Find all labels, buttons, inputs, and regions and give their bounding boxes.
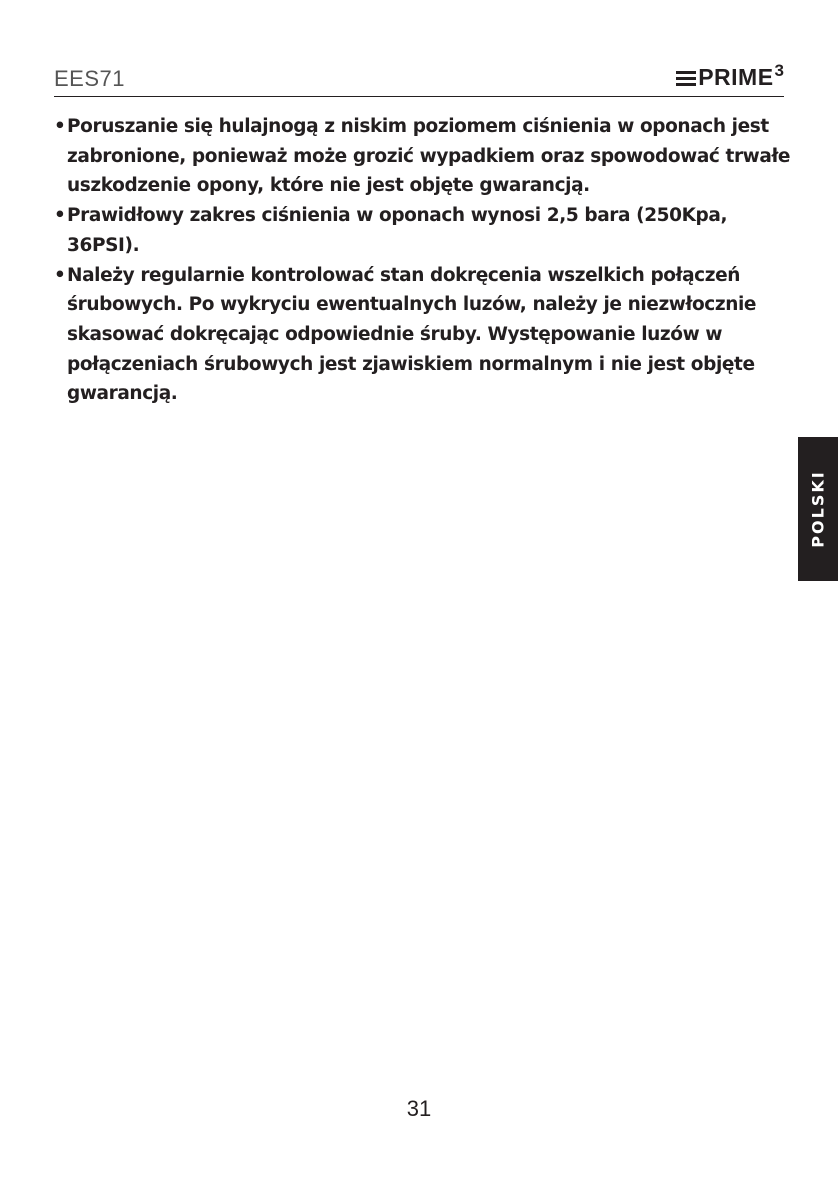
bullet-icon: • [54, 205, 66, 227]
language-tab [798, 437, 838, 581]
logo-text: PRIME [698, 64, 774, 90]
logo-superscript: 3 [774, 61, 784, 80]
list-item [54, 112, 794, 201]
list-item [54, 201, 794, 260]
bullet-text: Należy regularnie kontrolować stan dokręcenia wszelkich połączeń śrubowych. Po wykryciu ewentualnych luzów, należy je niezwłocznie skasować dokręcając odpowiednie śruby. Występowanie luzów w połączeniach śrubowych jest zjawiskiem normalnym i nie jest objęte gwarancją. [67, 264, 757, 405]
bullet-list [54, 112, 794, 409]
page-header [54, 62, 784, 97]
bullet-icon: • [54, 116, 66, 137]
model-number: EES71 [54, 66, 125, 91]
bullet-icon: • [54, 264, 66, 286]
language-tab-label: POLSKI [808, 470, 828, 548]
bullet-text: Prawidłowy zakres ciśnienia w oponach wynosi 2,5 bara (250Kpa, 36PSI). [67, 205, 728, 256]
logo-lines-icon [676, 71, 696, 86]
bullet-text: Poruszanie się hulajnogą z niskim poziomem ciśnienia w oponach jest zabronione, ponieważ może grozić wypadkiem oraz spowodować trwałe uszkodzenie opony, które nie jest objęte gwarancją. [67, 116, 791, 197]
list-item [54, 261, 794, 410]
brand-logo [676, 62, 784, 92]
page-number: 31 [406, 1096, 432, 1121]
